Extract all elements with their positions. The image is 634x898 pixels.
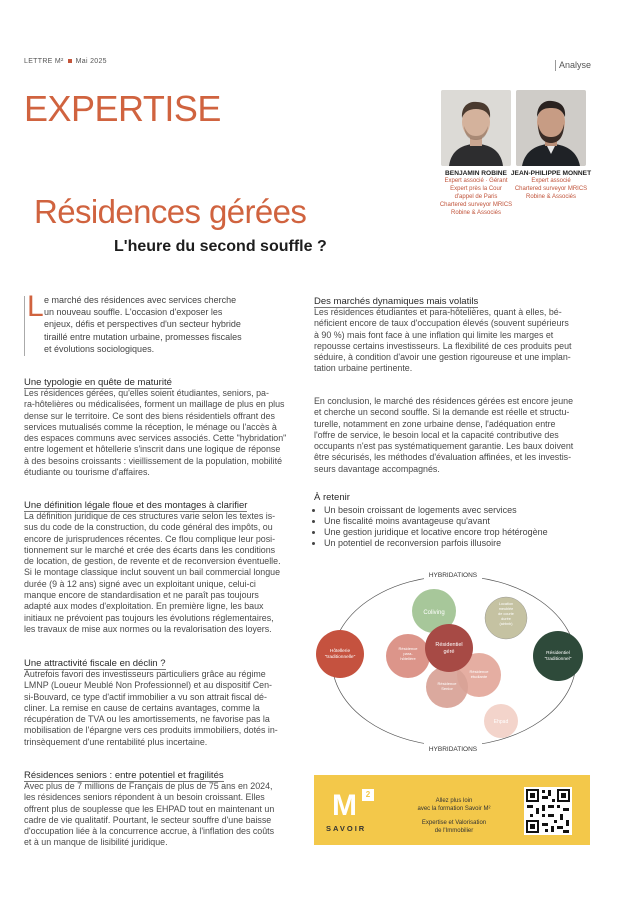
body-line: turelle, notamment en zone urbaine dense, l'adéquation entre (314, 418, 556, 429)
author-role-line: Robine & Associés (525, 194, 577, 200)
author-role-line: Chartered surveyor MRICS (439, 202, 513, 208)
short-term-rental-label: durée (501, 617, 511, 621)
hotel-circle (316, 630, 364, 678)
intro-line: enjeux, défis et perspectives d'un secteur hybride (44, 319, 241, 330)
section-marches (314, 296, 590, 375)
author-photo-monnet (516, 90, 586, 166)
body-line: si-Bouvard, ce type d'actif immobilier a vu son attrait fiscal dé- (24, 691, 267, 702)
hotel-label: Hôtellerie (329, 649, 351, 654)
short-term-rental-label: (airbnb) (499, 622, 513, 626)
body-line: seurs davantage accompagnés. (314, 463, 440, 474)
body-line: Les résidences étudiantes et para-hôtelières, quant à elles, bé- (314, 307, 562, 317)
body-line: LMNP (Loueur Meublé Non Professionnel) et au dispositif Cen- (24, 680, 272, 691)
body-line: tation urbaine pertinente. (314, 363, 413, 374)
article-intro (24, 290, 296, 355)
intro-line: un nouveau souffle. L'occasion d'exposer les (44, 307, 223, 318)
body-line: et à un manque de lisibilité juridique. (24, 837, 168, 848)
body-line: de location, de gestion, de revente et de reconversion éventuelle. (24, 556, 281, 567)
body-line: récupération de TVA ou les amortissements, ne favorise pas la (24, 714, 270, 725)
body-line: entre logement et hôtellerie s'inscrit dans une logique de réponse (24, 444, 281, 455)
author-photo-robine (441, 90, 511, 166)
residential-label: "traditionnel" (544, 657, 572, 662)
intro-line: tiraillé entre mutation urbaine, promesses fiscales (44, 331, 242, 342)
coliving-label: Coliving (423, 610, 445, 616)
body-line: des espaces communs avec services associés. Cette "hybridation" (24, 433, 287, 444)
body-line: d'occupation liée à la concurrence accrue, à l'inflation des coûts (24, 826, 275, 837)
intro-dropcap: L (27, 290, 44, 323)
section-heading-text: Une typologie en quête de maturité (24, 377, 172, 388)
diagram-bottom-label: HYBRIDATIONS (428, 746, 478, 753)
body-line: les travaux de mise aux normes ou la revalorisation des loyers. (24, 623, 272, 634)
author-role-line: Chartered surveyor MRICS (514, 186, 588, 192)
banner-line: Allez plus loin (435, 798, 473, 804)
body-line: La définition juridique de ces structures varie selon les textes is- (24, 511, 276, 521)
body-line: mobilisation de l'épargne vers ces produits immobiliers, dotés in- (24, 725, 278, 736)
body-line: repousse certains investisseurs. La flexibilité de ces produits peut (314, 340, 572, 351)
body-line: Autrefois favori des investisseurs particuliers grâce au régime (24, 669, 266, 679)
logo-m: M (332, 789, 356, 822)
retenir-heading: À retenir (314, 492, 350, 503)
body-line: l'offre de service, le besoin local et la capacité contributive des (314, 429, 559, 440)
magazine-name: LETTRE M² (24, 58, 64, 65)
retenir-item: • Une fiscalité moins avantageuse qu'avant (324, 516, 590, 527)
section-heading-text: Résidences seniors : entre potentiel et fragilités (24, 770, 224, 781)
section-heading (24, 500, 302, 511)
issue-date: Mai 2025 (75, 58, 107, 65)
section-body (24, 511, 302, 635)
author-role-line: Robine & Associés (450, 210, 502, 216)
section-body (24, 388, 302, 478)
para-hotel-label: hôtelière (400, 656, 416, 661)
body-line: manque encore de standardisation et ne paraît pas toujours (24, 590, 259, 601)
body-line: cadre de vie qualitatif. Pourtant, le secteur souffre d'une baisse (24, 814, 272, 825)
student-residence-label: étudiante (470, 674, 488, 679)
separator-square-icon (68, 59, 72, 63)
para-hotel-label: para- (403, 651, 413, 656)
body-line: néficient encore de taux d'occupation élevés (souvent supérieurs (314, 318, 569, 329)
body-line: à des besoins croissants : vieillissement de la population, mobilité (24, 455, 283, 466)
section-heading (314, 296, 590, 307)
body-line: adapté aux modes d'exploitation. En première ligne, les baux (24, 601, 264, 612)
body-line: Si le montage classique inclut souvent un bail commercial longue (24, 567, 281, 578)
senior-residence-label: Résidence (437, 681, 457, 686)
body-line: à 90 %) mais font face à une inflation qui limite les marges et (314, 329, 554, 340)
section-heading-text: Une définition légale floue et des montages à clarifier (24, 500, 248, 511)
residential-circle (533, 631, 583, 681)
section-body (24, 669, 302, 748)
section-body (314, 307, 590, 375)
article-subtitle: L'heure du second souffle ? (114, 238, 327, 255)
body-line: En conclusion, le marché des résidences gérées est encore jeune (314, 396, 574, 406)
short-term-rental-label: Location (498, 602, 514, 606)
author-role-line: Expert près la Cour (450, 186, 502, 192)
section-heading-text: Une attractivité fiscale en déclin ? (24, 658, 166, 669)
para-hotel-label: Résidence (398, 646, 418, 651)
body-line: Les résidences gérées, qu'elles soient étudiantes, seniors, pa- (24, 388, 269, 398)
ehpad-label: Ehpad (493, 719, 509, 725)
author-role-line: Expert associé (531, 178, 571, 184)
body-line: tionnement sur le marché et crée des écarts dans les conditions (24, 544, 276, 555)
banner-line: Expertise et Valorisation (421, 820, 487, 826)
body-line: offrent plus de souplesse que les EHPAD tout en maintenant un (24, 803, 275, 814)
section-body (24, 781, 302, 849)
intro-line: e marché des résidences avec services cherche (44, 295, 237, 305)
banner-line: de l'Immobilier (434, 828, 474, 834)
body-line: cliner. La remise en cause de certains avantages, comme la (24, 702, 260, 713)
short-term-rental-label: de courte (498, 612, 514, 616)
body-line: trinsèquement d'une rentabilité plus incertaine. (24, 736, 208, 747)
body-line: sus du code de la construction, du code général des impôts, ou (24, 522, 273, 533)
short-term-rental-label: meublée (498, 607, 514, 611)
body-line: services mutualisés comme la réception, le ménage ou l'accès à (24, 421, 277, 432)
body-line: dense sur le territoire. Ce sont des biens résidentiels offrant des (24, 410, 275, 421)
magazine-header (24, 58, 107, 65)
retenir-box (314, 492, 590, 549)
body-line: Avec plus de 7 millions de Français de plus de 75 ans en 2024, (24, 781, 273, 791)
diagram-top-label: HYBRIDATIONS (428, 572, 478, 579)
retenir-list (314, 505, 590, 549)
hotel-label: "traditionnelle" (324, 655, 356, 660)
body-line: étudiante ou tourisme d'affaires. (24, 467, 150, 478)
body-line: ra-hôtelières ou médicalisées, forment un maillage de plus en plus (24, 399, 285, 410)
logo-superscript: 2 (362, 789, 374, 801)
body-line: encore de jurisprudences récentes. Ce flou complique leur posi- (24, 533, 276, 544)
conclusion (314, 396, 590, 475)
managed-residence-label: Résidentiel (435, 642, 463, 648)
author-role-line: d'appel de Paris (454, 194, 498, 200)
category-heading: EXPERTISE (24, 88, 221, 129)
hybridation-diagram (314, 566, 598, 758)
author-role-line: Expert associé · Gérant (444, 178, 508, 184)
section-typologie (24, 377, 302, 478)
body-line: et cherche un second souffle. Si la demande est réelle et structu- (314, 407, 570, 418)
senior-residence-label: Senior (441, 686, 453, 691)
qr-code-icon[interactable] (524, 787, 572, 835)
managed-residence-circle (425, 624, 473, 672)
banner-line: avec la formation Savoir M² (417, 806, 491, 812)
section-heading (24, 658, 302, 669)
body-line: durée (9 à 12 ans) signé avec un exploitant unique, celui-ci (24, 578, 256, 589)
section-fiscalite (24, 658, 302, 748)
body-line: être sécurisés, les méthodes d'évaluation affinées, et les investis- (314, 452, 572, 463)
article-title: Résidences gérées (34, 193, 307, 230)
retenir-item: • Un besoin croissant de logements avec services (324, 505, 590, 516)
author-card-monnet (501, 170, 601, 201)
student-residence-label: Résidence (469, 669, 489, 674)
section-definition (24, 500, 302, 635)
author-name: BENJAMIN ROBINE (445, 170, 507, 177)
section-seniors (24, 770, 302, 849)
logo-word: SAVOIR (326, 824, 367, 833)
banner-text (404, 797, 504, 835)
body-line: occupants n'est pas systématiquement garantie. Les baux doivent (314, 441, 574, 452)
intro-line: et évolutions sociologiques. (44, 343, 155, 354)
section-heading (24, 770, 302, 781)
section-heading-text: Des marchés dynamiques mais volatils (314, 296, 479, 307)
retenir-item: • Un potentiel de reconversion parfois illusoire (324, 538, 590, 549)
section-heading (24, 377, 302, 388)
author-name: JEAN-PHILIPPE MONNET (510, 170, 592, 177)
residential-label: Résidentiel (546, 651, 570, 656)
managed-residence-label: géré (443, 649, 455, 655)
body-line: les résidences seniors répondent à un besoin croissant. Elles (24, 792, 265, 803)
body-line: initiaux ne prévoient pas toujours les évolutions réglementaires, (24, 612, 274, 623)
section-label: Analyse (555, 60, 591, 71)
retenir-item: • Une gestion juridique et locative encore trop hétérogène (324, 527, 590, 538)
body-line: séduire, à condition d'avoir une gestion rigoureuse et une implan- (314, 352, 571, 363)
